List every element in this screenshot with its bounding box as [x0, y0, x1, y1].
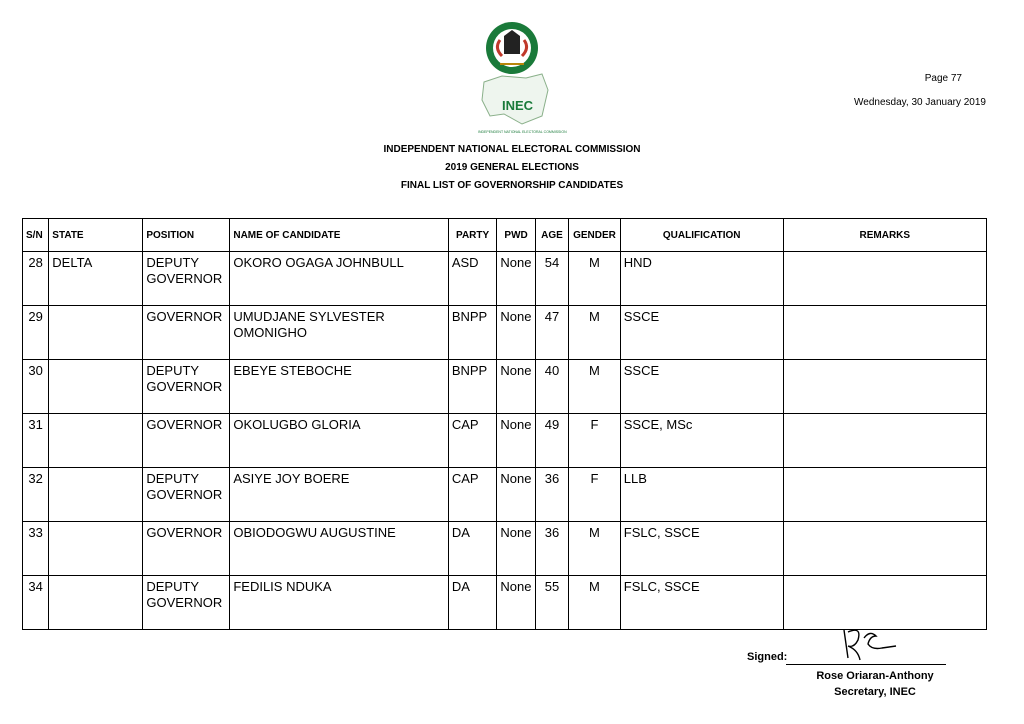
- cell-sn: 34: [23, 576, 49, 630]
- cell-pwd: None: [497, 252, 535, 306]
- cell-party: DA: [448, 576, 497, 630]
- cell-position: GOVERNOR: [143, 414, 230, 468]
- cell-age: 36: [535, 468, 568, 522]
- cell-party: BNPP: [448, 306, 497, 360]
- title-list: FINAL LIST OF GOVERNORSHIP CANDIDATES: [400, 180, 624, 191]
- cell-pwd: None: [497, 414, 535, 468]
- col-header-sn: S/N: [23, 219, 49, 252]
- cell-qualification: SSCE: [620, 306, 783, 360]
- cell-state: [49, 360, 143, 414]
- cell-name: ASIYE JOY BOERE: [230, 468, 448, 522]
- cell-age: 47: [535, 306, 568, 360]
- table-row: [23, 252, 987, 306]
- cell-name: OKORO OGAGA JOHNBULL: [230, 252, 448, 306]
- cell-position: DEPUTY GOVERNOR: [143, 252, 230, 306]
- cell-remarks: [783, 252, 986, 306]
- cell-remarks: [783, 360, 986, 414]
- cell-pwd: None: [497, 468, 535, 522]
- handwritten-signature: [838, 624, 898, 664]
- signature-line: [786, 664, 946, 665]
- col-header-name: NAME OF CANDIDATE: [230, 219, 448, 252]
- cell-age: 54: [535, 252, 568, 306]
- cell-qualification: SSCE: [620, 360, 783, 414]
- cell-remarks: [783, 522, 986, 576]
- cell-state: [49, 576, 143, 630]
- cell-name: EBEYE STEBOCHE: [230, 360, 448, 414]
- cell-qualification: HND: [620, 252, 783, 306]
- cell-gender: M: [569, 522, 621, 576]
- table-row: [23, 414, 987, 468]
- cell-qualification: FSLC, SSCE: [620, 522, 783, 576]
- cell-party: BNPP: [448, 360, 497, 414]
- cell-sn: 28: [23, 252, 49, 306]
- cell-name: UMUDJANE SYLVESTER OMONIGHO: [230, 306, 448, 360]
- inec-logo: [478, 20, 567, 138]
- table-row: [23, 306, 987, 360]
- cell-gender: M: [569, 306, 621, 360]
- cell-name: FEDILIS NDUKA: [230, 576, 448, 630]
- cell-sn: 30: [23, 360, 49, 414]
- cell-gender: M: [569, 360, 621, 414]
- cell-age: 36: [535, 522, 568, 576]
- cell-state: [49, 306, 143, 360]
- cell-remarks: [783, 414, 986, 468]
- cell-sn: 31: [23, 414, 49, 468]
- cell-age: 55: [535, 576, 568, 630]
- col-header-party: PARTY: [448, 219, 497, 252]
- cell-pwd: None: [497, 306, 535, 360]
- svg-text:INEC: INEC: [502, 98, 534, 113]
- title-elections: 2019 GENERAL ELECTIONS: [445, 162, 579, 173]
- cell-party: CAP: [448, 468, 497, 522]
- cell-remarks: [783, 468, 986, 522]
- page-number: Page 77: [924, 73, 962, 84]
- page-date: Wednesday, 30 January 2019: [854, 97, 986, 108]
- cell-position: DEPUTY GOVERNOR: [143, 468, 230, 522]
- cell-sn: 32: [23, 468, 49, 522]
- cell-position: DEPUTY GOVERNOR: [143, 576, 230, 630]
- table-header-row: [23, 219, 987, 252]
- cell-name: OKOLUGBO GLORIA: [230, 414, 448, 468]
- cell-pwd: None: [497, 576, 535, 630]
- table-row: [23, 360, 987, 414]
- cell-gender: F: [569, 414, 621, 468]
- cell-party: DA: [448, 522, 497, 576]
- cell-gender: M: [569, 576, 621, 630]
- cell-party: ASD: [448, 252, 497, 306]
- cell-state: DELTA: [49, 252, 143, 306]
- candidates-table: [22, 218, 987, 630]
- cell-gender: M: [569, 252, 621, 306]
- table-row: [23, 576, 987, 630]
- cell-qualification: SSCE, MSc: [620, 414, 783, 468]
- cell-remarks: [783, 576, 986, 630]
- document-titles: [0, 141, 1024, 195]
- cell-age: 49: [535, 414, 568, 468]
- col-header-age: AGE: [535, 219, 568, 252]
- table-row: [23, 468, 987, 522]
- cell-pwd: None: [497, 360, 535, 414]
- title-commission: INDEPENDENT NATIONAL ELECTORAL COMMISSION: [383, 144, 641, 155]
- col-header-state: STATE: [49, 219, 143, 252]
- col-header-qualification: QUALIFICATION: [620, 219, 783, 252]
- svg-text:INDEPENDENT NATIONAL ELECTORAL: INDEPENDENT NATIONAL ELECTORAL COMMISSION: [478, 130, 567, 134]
- cell-gender: F: [569, 468, 621, 522]
- cell-remarks: [783, 306, 986, 360]
- signer-name: Rose Oriaran-Anthony: [816, 670, 934, 682]
- cell-name: OBIODOGWU AUGUSTINE: [230, 522, 448, 576]
- cell-position: GOVERNOR: [143, 306, 230, 360]
- cell-party: CAP: [448, 414, 497, 468]
- cell-qualification: LLB: [620, 468, 783, 522]
- signer-title: Secretary, INEC: [834, 686, 916, 698]
- table-row: [23, 522, 987, 576]
- col-header-remarks: REMARKS: [783, 219, 986, 252]
- cell-state: [49, 468, 143, 522]
- cell-position: GOVERNOR: [143, 522, 230, 576]
- cell-sn: 33: [23, 522, 49, 576]
- cell-state: [49, 414, 143, 468]
- col-header-position: POSITION: [143, 219, 230, 252]
- cell-qualification: FSLC, SSCE: [620, 576, 783, 630]
- cell-age: 40: [535, 360, 568, 414]
- cell-pwd: None: [497, 522, 535, 576]
- cell-position: DEPUTY GOVERNOR: [143, 360, 230, 414]
- signed-label: Signed:: [747, 651, 788, 663]
- cell-state: [49, 522, 143, 576]
- cell-sn: 29: [23, 306, 49, 360]
- col-header-pwd: PWD: [497, 219, 535, 252]
- col-header-gender: GENDER: [569, 219, 621, 252]
